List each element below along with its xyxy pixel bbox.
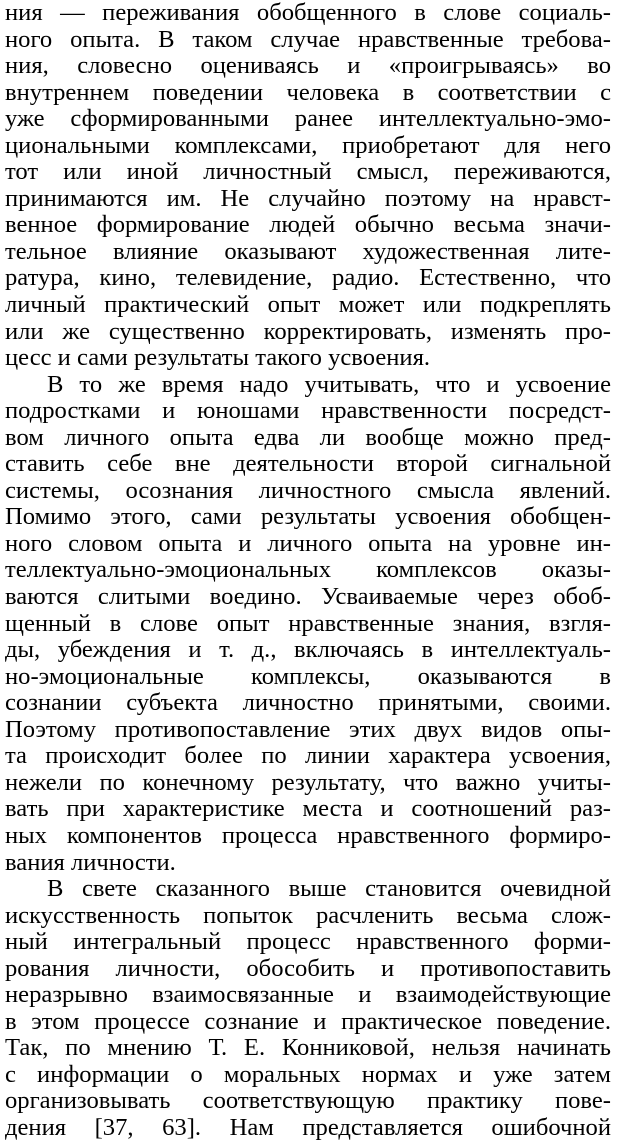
text-line: ратура, кино, телевидение, радио. Естественно, что bbox=[5, 265, 611, 292]
text-line: теллектуально-эмоциональных комплексов оказы- bbox=[5, 557, 611, 584]
text-line: личный практический опыт может или подкреплять bbox=[5, 292, 611, 319]
paragraph-3 bbox=[5, 876, 611, 1141]
text-line: Помимо этого, сами результаты усвоения обобщен- bbox=[5, 504, 611, 531]
text-line: уже сформированными ранее интеллектуально-эмо- bbox=[5, 106, 611, 133]
text-line: ваются слитыми воедино. Усваиваемые через обоб- bbox=[5, 584, 611, 611]
text-line: вания личности. bbox=[5, 849, 176, 876]
text-line: та происходит более по линии характера усвоения, bbox=[5, 743, 611, 770]
text-line: В свете сказанного выше становится очевидной bbox=[47, 876, 611, 903]
text-line: ния, словесно оцениваясь и «проигрываясь» во bbox=[5, 53, 611, 80]
text-line: тельное влияние оказывают художественная лите- bbox=[5, 238, 611, 265]
text-line: вом личного опыта едва ли вообще можно пред- bbox=[5, 424, 611, 451]
text-line: с информации о моральных нормах и уже затем bbox=[5, 1061, 611, 1088]
text-line: циональными комплексами, приобретают для него bbox=[5, 132, 611, 159]
text-line: венное формирование людей обычно весьма значи- bbox=[5, 212, 611, 239]
text-line: или же существенно корректировать, изменять про- bbox=[5, 318, 611, 345]
text-line: подростками и юношами нравственности посредст- bbox=[5, 398, 611, 425]
paragraph-2 bbox=[5, 372, 611, 876]
text-line: нежели по конечному результату, что важно учиты- bbox=[5, 769, 611, 796]
text-line: дения [37, 63]. Нам представляется ошибочной bbox=[5, 1114, 611, 1141]
text-line: В то же время надо учитывать, что и усвоение bbox=[47, 371, 611, 398]
text-line: системы, осознания личностного смысла явлений. bbox=[5, 477, 611, 504]
text-line: ния — переживания обобщенного в слове социаль- bbox=[5, 0, 611, 26]
text-line: ный интегральный процесс нравственного форми- bbox=[5, 929, 611, 956]
text-line: цесс и сами результаты такого усвоения. bbox=[5, 345, 431, 372]
text-line: но-эмоциональные комплексы, оказываются в bbox=[5, 663, 611, 690]
text-line: неразрывно взаимосвязанные и взаимодействующие bbox=[5, 982, 611, 1009]
text-line: организовывать соответствующую практику пове- bbox=[5, 1088, 611, 1115]
text-line: Так, по мнению Т. Е. Конниковой, нельзя начинать bbox=[5, 1035, 611, 1062]
text-line: рования личности, обособить и противопоставить bbox=[5, 955, 611, 982]
text-line: вать при характеристике места и соотношений раз- bbox=[5, 796, 611, 823]
text-line: ды, убеждения и т. д., включаясь в интеллектуаль- bbox=[5, 637, 611, 664]
text-line: в этом процессе сознание и практическое поведение. bbox=[5, 1008, 611, 1035]
text-line: ного словом опыта и личного опыта на уровне ин- bbox=[5, 530, 611, 557]
text-line: сознании субъекта личностно принятыми, своими. bbox=[5, 690, 611, 717]
text-line: внутреннем поведении человека в соответствии с bbox=[5, 79, 611, 106]
text-line: ставить себе вне деятельности второй сигнальной bbox=[5, 451, 611, 478]
text-line: щенный в слове опыт нравственные знания, взгля- bbox=[5, 610, 611, 637]
text-line: тот или иной личностный смысл, переживаются, bbox=[5, 159, 611, 186]
paragraph-1 bbox=[5, 0, 611, 372]
text-line: искусственность попыток расчленить весьма слож- bbox=[5, 902, 611, 929]
text-line: принимаются им. Не случайно поэтому на нравст- bbox=[5, 185, 611, 212]
text-line: ного опыта. В таком случае нравственные требова- bbox=[5, 26, 611, 53]
text-line: ных компонентов процесса нравственного формиро- bbox=[5, 822, 611, 849]
text-line: Поэтому противопоставление этих двух видов опы- bbox=[5, 716, 611, 743]
